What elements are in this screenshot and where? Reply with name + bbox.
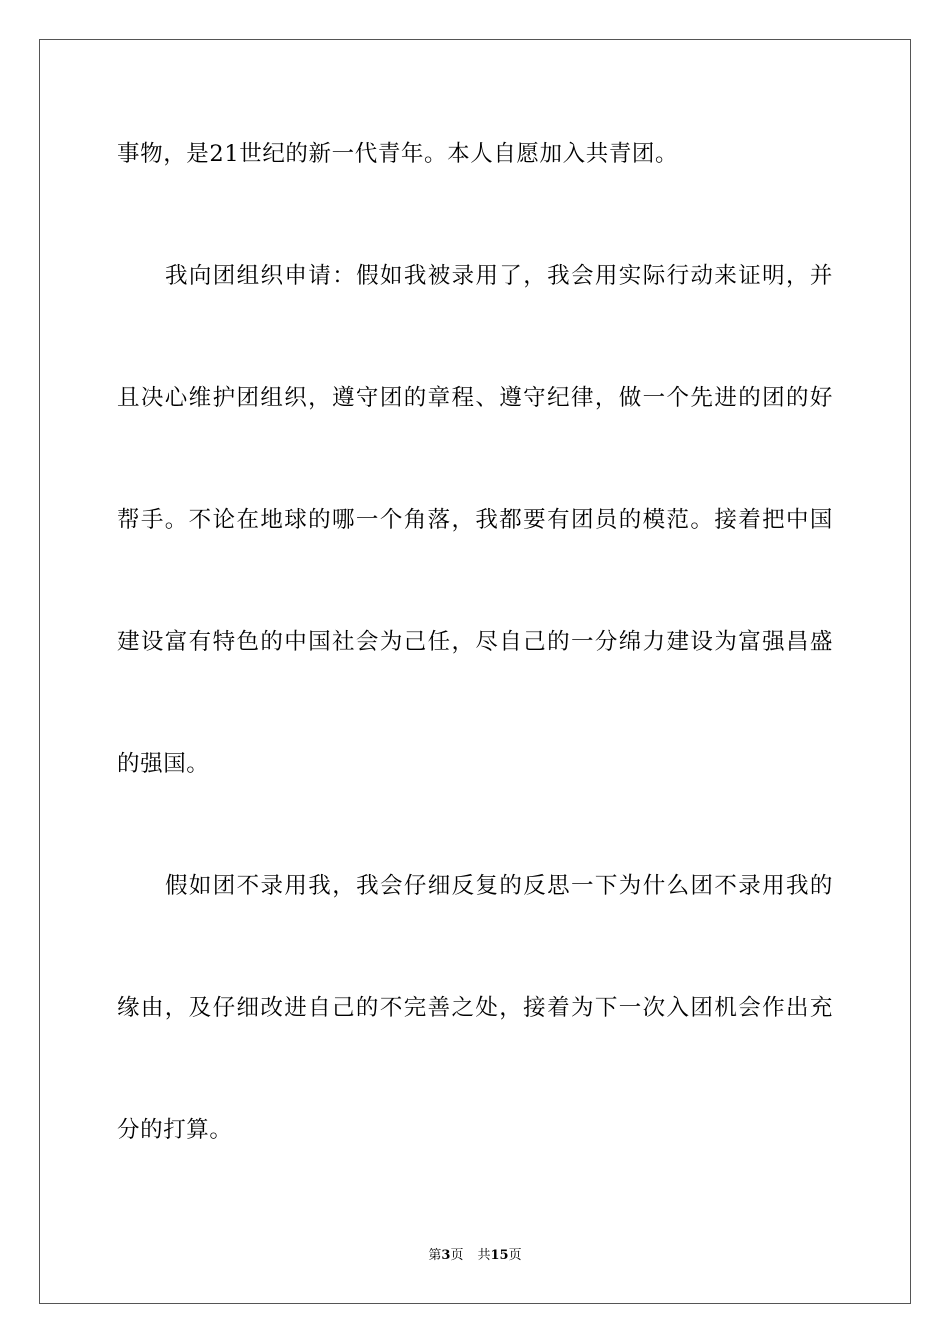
page-footer (0, 1247, 950, 1265)
text-line: 建设富有特色的中国社会为己任，尽自己的一分绵力建设为富强昌盛 (117, 629, 833, 655)
paragraph-first-line: 假如团不录用我，我会仔细反复的反思一下为什么团不录用我的 (165, 873, 833, 899)
text-line: 且决心维护团组织，遵守团的章程、遵守纪律，做一个先进的团的好 (117, 385, 833, 411)
total-suffix: 页 (508, 1248, 522, 1263)
page-number: 3 (441, 1248, 451, 1263)
page-suffix: 页 (450, 1248, 464, 1263)
text-line: 事物，是21世纪的新一代青年。本人自愿加入共青团。 (117, 141, 679, 167)
text-line: 帮手。不论在地球的哪一个角落，我都要有团员的模范。接着把中国 (117, 507, 833, 533)
total-pages: 15 (490, 1248, 509, 1263)
total-prefix: 共 (477, 1248, 491, 1263)
text-line: 的强国。 (117, 751, 210, 777)
text-line: 分的打算。 (117, 1117, 233, 1143)
text-line: 缘由，及仔细改进自己的不完善之处，接着为下一次入团机会作出充 (117, 995, 833, 1021)
page-prefix: 第 (428, 1248, 442, 1263)
paragraph-first-line: 我向团组织申请：假如我被录用了，我会用实际行动来证明，并 (165, 263, 833, 289)
